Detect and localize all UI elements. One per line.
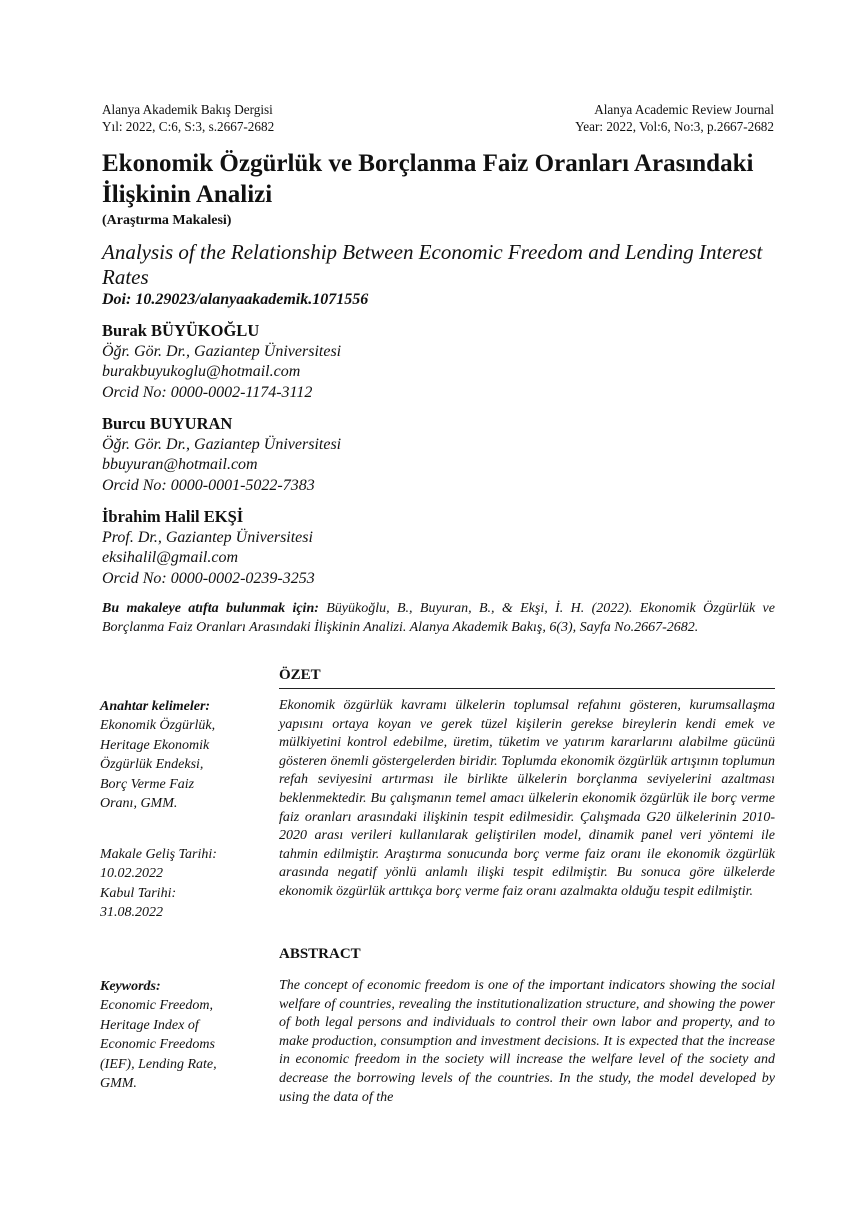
abstract-heading: ABSTRACT: [279, 946, 361, 962]
keyword-item: Borç Verme Faiz: [100, 776, 195, 792]
section-divider: [279, 688, 775, 689]
received-date: 10.02.2022: [100, 866, 163, 882]
article-dates: [100, 845, 260, 923]
author-email[interactable]: burakbuyukoglu@hotmail.com: [102, 363, 301, 380]
author-orcid: Orcid No: 0000-0001-5022-7383: [102, 476, 315, 494]
ozet-heading: ÖZET: [279, 667, 321, 683]
author-block: [102, 321, 702, 403]
author-name: Burcu BUYURAN: [102, 414, 233, 433]
accepted-label: Kabul Tarihi:: [100, 885, 177, 901]
citation-text: Büyükoğlu, B., Buyuran, B., & Ekşi, İ. H. (2022). Ekonomik Özgürlük ve Borçlanma Faiz Oranları Arasındaki İlişkinin Analizi. Alanya Akademik Bakış, 6(3), Sayfa No.2667-2682.: [102, 601, 775, 635]
journal-name-en: Alanya Academic Review Journal: [594, 102, 774, 117]
keyword-item: (IEF), Lending Rate,: [100, 1056, 217, 1072]
accepted-date: 31.08.2022: [100, 905, 163, 921]
keywords-label-en: Keywords:: [100, 979, 161, 994]
abstract-text: The concept of economic freedom is one of the important indicators showing the social welfare of countries, revealing the institutionalization structure, and showing the power of both legal persons and individuals to control their own labor and property, and to make production, consumption and investment decisions. It is expected that the increase in economic freedom in the society will increase the welfare level of the society and decrease the borrowing levels of the countries. In the study, the model developed by using the data of the: [279, 978, 775, 1105]
keyword-item: Özgürlük Endeksi,: [100, 757, 204, 773]
author-orcid: Orcid No: 0000-0002-0239-3253: [102, 569, 315, 587]
author-position: Öğr. Gör. Dr., Gaziantep Üniversitesi: [102, 342, 342, 360]
keyword-item: Heritage Index of: [100, 1017, 199, 1033]
keyword-item: GMM.: [100, 1076, 137, 1092]
author-name: İbrahim Halil EKŞİ: [102, 507, 244, 526]
ozet-keywords: [100, 697, 260, 813]
keyword-item: Ekonomik Özgürlük,: [100, 718, 216, 734]
ozet-text: Ekonomik özgürlük kavramı ülkelerin toplumsal refahını gösteren, kurumsallaşma yapısını ortaya koyan ve gerek tüzel kişilerin gerekse bireylerin kendi emek ve mülkiyetini kontrol edebilme, üretim, tüketim ve yatırım kararlarını alabilme gücünü gösteren önemli göstergelerden biridir. Toplumda ekonomik özgürlük artışının toplumun refah seviyesini artırması ile birlikte ülkelerin borçlanma seviyelerini azaltması beklenmektedir. Bu çalışmanın temel amacı ülkelerin ekonomik özgürlük ile borç verme faiz oranları arasındaki ilişkinin tespit edilmesidir. Çalışmada G20 ülkelerinin 2010-2020 arası verileri kullanılarak geliştirilen model, dinamik panel veri yöntemi ile tahmin edilmiştir. Araştırma sonucunda borç verme faiz oranı ile ekonomik özgürlük arasında negatif yönlü anlamlı ilişki tespit edilmiştir. Bu sonuca göre ülkelerde ekonomik özgürlük arttıkça borç verme faiz oranı azalmakta olduğu tespit edilmiştir.: [279, 698, 775, 899]
author-block: [102, 414, 702, 496]
journal-issue-en: Year: 2022, Vol:6, No:3, p.2667-2682: [575, 119, 774, 134]
article-type: (Araştırma Makalesi): [102, 213, 232, 228]
author-email[interactable]: bbuyuran@hotmail.com: [102, 456, 258, 473]
author-position: Öğr. Gör. Dr., Gaziantep Üniversitesi: [102, 435, 342, 453]
keyword-item: Oranı, GMM.: [100, 796, 178, 812]
english-title: Analysis of the Relationship Between Economic Freedom and Lending Interest Rates: [102, 240, 763, 289]
keyword-item: Economic Freedom,: [100, 998, 213, 1014]
journal-header-english: [575, 101, 774, 135]
author-email[interactable]: eksihalil@gmail.com: [102, 549, 239, 566]
keyword-item: Heritage Ekonomik: [100, 737, 210, 753]
received-label: Makale Geliş Tarihi:: [100, 847, 217, 862]
keywords-label-tr: Anahtar kelimeler:: [100, 699, 211, 714]
author-name: Burak BÜYÜKOĞLU: [102, 321, 260, 340]
article-title: Ekonomik Özgürlük ve Borçlanma Faiz Oranları Arasındaki İlişkinin Analizi: [102, 150, 754, 208]
author-position: Prof. Dr., Gaziantep Üniversitesi: [102, 528, 313, 546]
journal-header-turkish: [102, 101, 274, 135]
citation-lead: Bu makaleye atıfta bulunmak için:: [102, 601, 319, 616]
author-orcid: Orcid No: 0000-0002-1174-3112: [102, 383, 313, 401]
author-block: [102, 507, 702, 589]
abstract-keywords: [100, 977, 260, 1093]
journal-name-tr: Alanya Akademik Bakış Dergisi: [102, 102, 273, 117]
keyword-item: Economic Freedoms: [100, 1037, 215, 1053]
journal-issue-tr: Yıl: 2022, C:6, S:3, s.2667-2682: [102, 119, 275, 134]
doi: Doi: 10.29023/alanyaakademik.1071556: [102, 291, 369, 308]
citation-note: [102, 600, 775, 637]
